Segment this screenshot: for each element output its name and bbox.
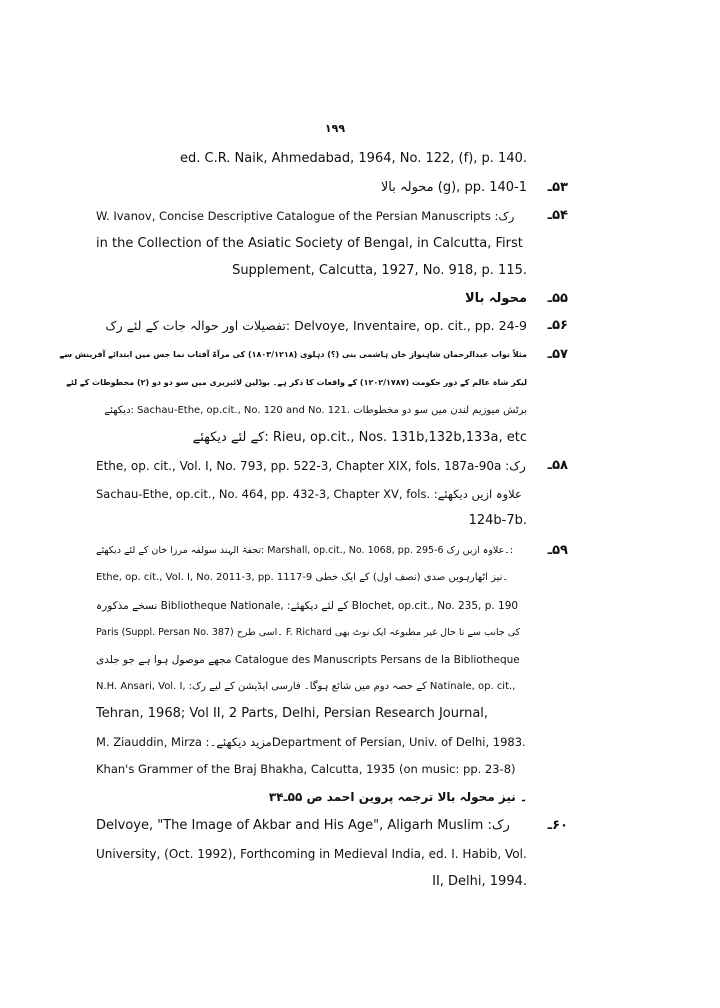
note-line: تفصیلات اور حوالہ جات کے لئے رک: Delvoye, Inventaire, op. cit., pp. 24-9 [105, 318, 527, 333]
note-line: Sachau-Ethe, op.cit., No. 464, pp. 432-3, Chapter XV, fols. :علاوہ ازیں دیکھئے [96, 487, 522, 501]
note-line: مجھے موصول ہوا ہے جو جلدی Catalogue des Manuscripts Persans de la Bibliotheque [96, 654, 520, 666]
note-line: Delvoye, "The Image of Akbar and His Age", Aligarh Muslim :رک [96, 818, 510, 833]
note-line: M. Ziauddin, Mirza :مزید دیکھئے۔Department of Persian, Univ. of Delhi, 1983. [96, 735, 526, 749]
note-line: Ethe, op. cit., Vol. I, No. 793, pp. 522-3, Chapter XIX, fols. 187a-90a :رک [96, 459, 526, 473]
note-line: in the Collection of the Asiatic Society of Bengal, in Calcutta, First [96, 236, 523, 251]
note-line: University, (Oct. 1992), Forthcoming in Medieval India, ed. I. Habib, Vol. [96, 847, 527, 861]
note-line: Paris (Suppl. Persan No. 387) ۔اسی طرح F. Richard کی جانب سے تا حال غیر مطبوعہ ایک نوٹ بھی [96, 627, 521, 638]
note-line: محولہ بالا (g), pp. 140-1 [380, 180, 527, 195]
note-line: کے لئے دیکھئے: Rieu, op.cit., Nos. 131b,132b,133a, etc [192, 430, 527, 445]
note-line: Ethe, op. cit., Vol. I, No. 2011-3, pp. 1117-9 ۔نیز اٹھارہویں صدی (نصف اول) کے ایک خطی [96, 572, 509, 583]
note-line: ۔ نیز محولہ بالا ترجمہ پروین احمد ص ۵۵ـ۳۴ [268, 790, 527, 804]
note-number: ۵۴ـ [547, 208, 568, 223]
note-line: تحفۃ الہند سولفہ مرزا خان کے لئے دیکھئے: Marshall, op.cit., No. 1068, pp. 295-6 ۔علاوہ ازیں رک: [96, 545, 514, 556]
note-line: 124b-7b. [468, 513, 527, 528]
note-number: ۵۳ـ [547, 180, 568, 195]
note-line: دیکھئے: Sachau-Ethe, op.cit., No. 120 and No. 121. برٹش میوزیم لندن میں سو دو مخطوطات [104, 405, 527, 416]
note-number: ۵۶ـ [547, 318, 568, 333]
note-line: ed. C.R. Naik, Ahmedabad, 1964, No. 122, (f), p. 140. [180, 151, 527, 166]
note-line: II, Delhi, 1994. [432, 874, 527, 889]
note-number: ۶۰ـ [547, 818, 568, 833]
note-line: Tehran, 1968; Vol II, 2 Parts, Delhi, Persian Research Journal, [96, 706, 489, 721]
note-line: مثلاً نواب عبدالرحمان شاہنواز خان ہاشمی بنی (؟) دہلوی (۱۸۰۳/۱۲۱۸) کی مرآۃ آفتاب نما جس میں ابتدائے آفرینش سے [59, 350, 527, 359]
note-number: ۵۵ـ [547, 291, 568, 306]
note-line: W. Ivanov, Concise Descriptive Catalogue of the Persian Manuscripts :رک [96, 209, 515, 223]
note-line: محولہ بالا [464, 291, 527, 306]
note-line: لیکر شاہ عالم کے دور حکومت (۱۲۰۲/۱۷۸۷) کے واقعات کا ذکر ہے۔ بوڈلین لائبریری میں سو دو دو (۲) مخطوطات کے لئے [66, 378, 527, 387]
note-line: N.H. Ansari, Vol. I, :کے حصہ دوم میں شائع ہوگا۔ فارسی ایڈیشن کے لیے رک Natinale, op. cit., [96, 681, 516, 692]
note-line: Khan's Grammer of the Braj Bhakha, Calcutta, 1935 (on music: pp. 23-8) [96, 762, 516, 776]
note-number: ۵۷ـ [547, 347, 568, 362]
page-number: ۱۹۹ [324, 122, 346, 135]
note-line: نسخے مذکورہ Bibliotheque Nationale, :کے لئے دیکھئے Blochet, op.cit., No. 235, p. 190 [96, 600, 519, 612]
note-number: ۵۹ـ [547, 543, 568, 558]
note-line: Supplement, Calcutta, 1927, No. 918, p. 115. [232, 263, 527, 278]
note-number: ۵۸ـ [547, 458, 568, 473]
